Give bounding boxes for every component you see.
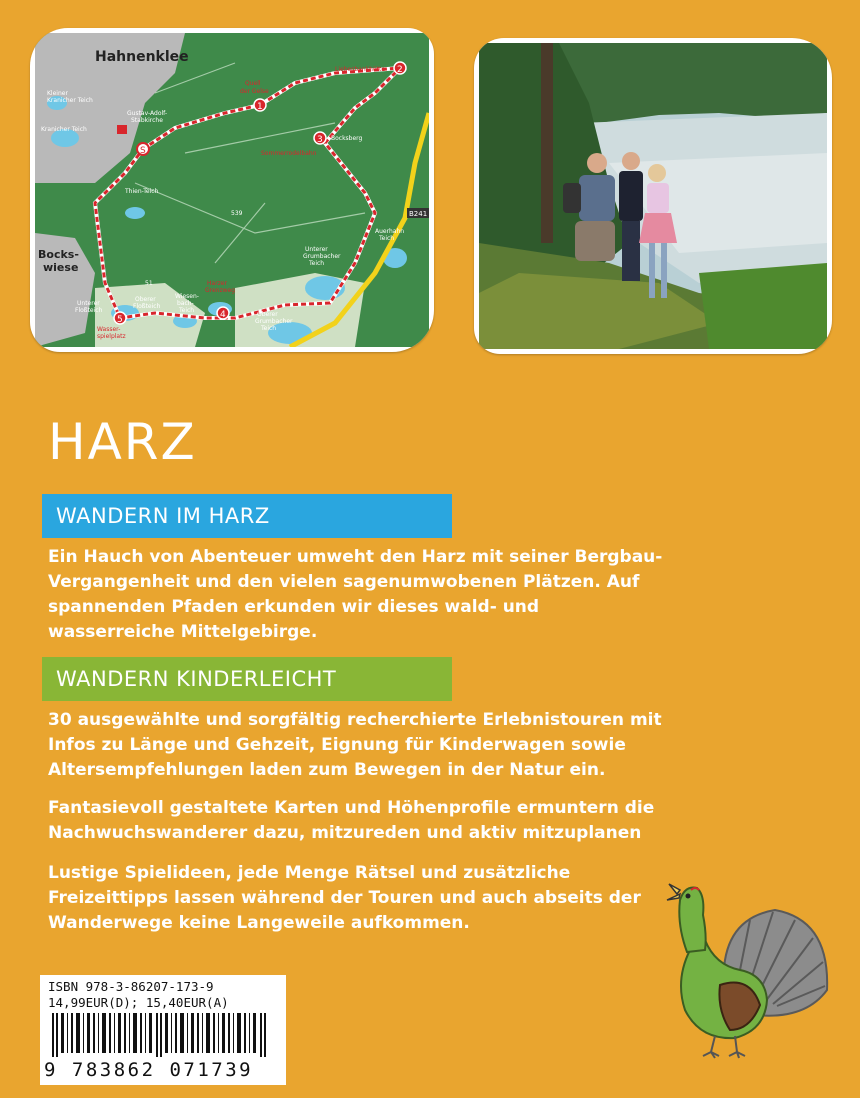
map-label: 51 xyxy=(145,280,153,287)
map-label: Unterer xyxy=(77,300,100,307)
stop-4-label: 4 xyxy=(220,310,226,320)
photo-illustration xyxy=(479,43,827,349)
map-label: Unterer xyxy=(305,246,328,253)
map-label: Teich xyxy=(179,307,195,314)
map-label: spielplatz xyxy=(97,333,126,340)
map-label: Gustav-Adolf- xyxy=(127,110,168,117)
map-label: Teich xyxy=(309,260,325,267)
map-label: Grumbacher xyxy=(303,253,341,260)
map-label: Teich xyxy=(261,325,277,332)
stop-3-label: 3 xyxy=(317,135,323,145)
map-label: Harzer xyxy=(207,280,227,287)
map-bockswiese-label-1: Bocks- xyxy=(38,248,79,261)
boy-figure xyxy=(619,152,643,281)
section-2-paragraph-1: 30 ausgewählte und sorgfältig recherchierte Erlebnistouren mit Infos zu Länge und Gehzeit, Eignung für Kinderwagen sowie Altersempfehlungen laden zum Bewegen in der Natur ein. xyxy=(48,710,662,780)
isbn-barcode-block xyxy=(40,975,286,1085)
section-heading-wandern-kinderleicht: WANDERN KINDERLEICHT xyxy=(42,657,452,701)
map-label: Stabkirche xyxy=(131,117,163,124)
stop-2-label: 2 xyxy=(397,65,403,75)
map-label: Thien-Teich xyxy=(125,188,159,195)
barcode-icon xyxy=(52,1013,274,1057)
map-label: Auerhahn xyxy=(375,228,405,235)
section-1-paragraph: Ein Hauch von Abenteuer umweht den Harz mit seiner Bergbau-Vergangenheit und den vielen sagenumwobenen Plätzen. Auf spannenden Pfaden erkunden wir dieses wald- und wasserreiche Mittelgebirge. xyxy=(48,547,663,642)
map-label: Grenzweg xyxy=(205,287,236,294)
stop-1-label: 1 xyxy=(257,102,263,112)
map-label: Grumbacher xyxy=(255,318,293,325)
map-bockswiese-label-2: wiese xyxy=(43,261,79,274)
map-label: Oberer xyxy=(135,296,156,303)
map-label: Kleiner xyxy=(47,90,68,97)
map-label: Oberer xyxy=(257,311,278,318)
price-line: 14,99EUR(D); 15,40EUR(A) xyxy=(48,995,229,1010)
map-label: Quell xyxy=(245,80,261,87)
map-label: Sommerrodelbahn xyxy=(261,150,317,157)
isbn-number: ISBN 978-3-86207-173-9 xyxy=(48,979,214,994)
map-label: Kranicher Teich xyxy=(41,126,87,133)
church-icon xyxy=(117,125,127,134)
book-title: HARZ xyxy=(48,413,197,471)
map-label: Floßteich xyxy=(75,307,103,314)
map-label: Wasser- xyxy=(97,326,121,333)
section-heading-wandern-im-harz: WANDERN IM HARZ xyxy=(42,494,452,538)
start-marker-label: S xyxy=(140,146,146,156)
section-2-paragraph-2: Fantasievoll gestaltete Karten und Höhenprofile ermuntern die Nachwuchswanderer dazu, mitzureden und aktiv mitzuplanen xyxy=(48,798,655,843)
trail-map xyxy=(30,28,434,352)
map-illustration xyxy=(35,33,429,347)
map-label: bach- xyxy=(177,300,194,307)
map-label: Kranicher Teich xyxy=(47,97,93,104)
road-label: B241 xyxy=(409,210,428,218)
stop-5-label: 5 xyxy=(117,315,123,325)
map-label: 539 xyxy=(231,210,243,217)
ean-digits: 9 783862 071739 xyxy=(44,1059,254,1081)
map-label: Bocksberg xyxy=(331,135,363,142)
map-label: der Gelse xyxy=(240,88,269,95)
map-label: Floßteich xyxy=(133,303,161,310)
family-lake-photo xyxy=(474,38,832,354)
map-label: Liebesbankhütte xyxy=(335,66,386,73)
section-2-paragraph-3: Lustige Spielideen, jede Menge Rätsel und zusätzliche Freizeittipps lassen während der Touren und auch abseits der Wanderwege keine Langeweile aufkommen. xyxy=(48,863,641,933)
map-label: Wiesen- xyxy=(175,293,199,300)
map-label: Teich xyxy=(379,235,395,242)
map-town-label: Hahnenklee xyxy=(95,49,189,65)
capercaillie-icon xyxy=(655,880,835,1060)
